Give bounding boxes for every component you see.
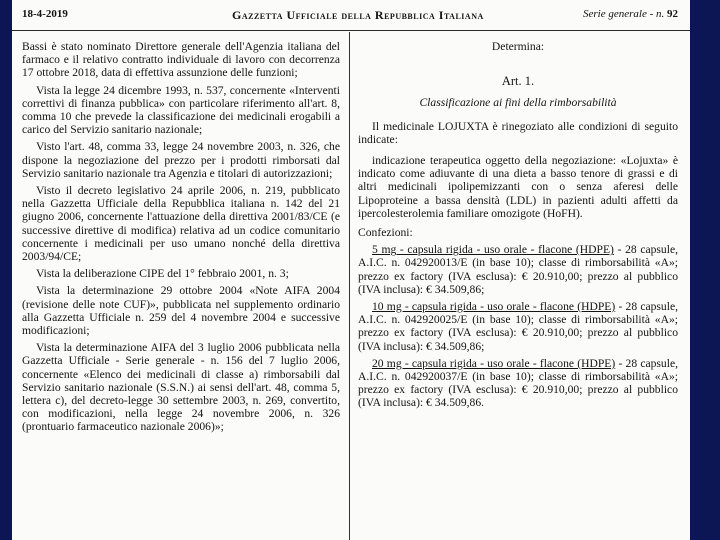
product-entry bbox=[358, 300, 678, 353]
left-column bbox=[22, 40, 340, 438]
paragraph: Visto l'art. 48, comma 33, legge 24 novembre 2003, n. 326, che dispone la negoziazione del prezzo per i prodotti rimborsati dal Servizio sanitario nazionale tra Agenzia e titolari di autorizzazioni; bbox=[22, 140, 340, 180]
issue-number: 92 bbox=[667, 8, 678, 20]
article-subtitle: Classificazione ai fini della rimborsabilità bbox=[419, 96, 617, 110]
product-details: - 28 capsule, A.I.C. n. 042920013/E (in base 10); classe di rimborsabilità «A»; prezzo ex factory (IVA esclusa): € 20.910,00; prezzo al pubblico (IVA inclusa): € 34.509,86; bbox=[358, 243, 678, 296]
product-details: - 28 capsule, A.I.C. n. 042920037/E (in base 10); classe di rimborsabilità «A»; prezzo ex factory (IVA esclusa): € 20.910,00; prezzo al pubblico (IVA inclusa): € 34.509,86. bbox=[358, 356, 678, 410]
paragraph: Vista la determinazione 29 ottobre 2004 «Note AIFA 2004 (revisione delle note CUF)», pubblicata nel supplemento ordinario alla Gazzetta Ufficiale n. 259 del 4 novembre 2004 e successive modificazioni; bbox=[22, 284, 340, 338]
paragraph: Bassi è stato nominato Direttore generale dell'Agenzia italiana del farmaco e il relativo contratto individuale di lavoro con decorrenza 17 ottobre 2018, data di effettiva assunzione delle funzioni; bbox=[22, 40, 340, 80]
determina-heading: Determina: bbox=[491, 40, 545, 53]
product-name: 20 mg - capsula rigida - uso orale - flacone (HDPE) bbox=[372, 356, 616, 370]
paragraph: Visto il decreto legislativo 24 aprile 2006, n. 219, pubblicato nella Gazzetta Ufficiale della Repubblica italiana n. 142 del 21 giugno 2006, concernente l'attuazione della direttiva 2001/83/CE (e successive direttive di modifica) relativa ad un codice comunitario concernente i medicinali per uso umano nonché della direttiva 2003/94/CE; bbox=[22, 184, 340, 264]
indication-paragraph: indicazione terapeutica oggetto della negoziazione: «Lojuxta» è indicato come adiuvante di una dieta a basso tenore di grassi e di altri medicinali ipolipemizzanti con o senza aferesi delle Lipoproteine a bassa densità (LDL) in pazienti adulti affetti da ipercolesterolemia familiare omozigote (HoFH). bbox=[358, 154, 678, 220]
product-entry bbox=[358, 357, 678, 410]
product-name: 5 mg - capsula rigida - uso orale - flacone (HDPE) bbox=[372, 243, 614, 257]
product-details: - 28 capsule, A.I.C. n. 042920025/E (in base 10); classe di rimborsabilità «A»; prezzo ex factory (IVA esclusa): € 20.910,00; prezzo al pubblico (IVA inclusa): € 34.509,86; bbox=[358, 300, 678, 353]
column-divider bbox=[349, 32, 350, 540]
paragraph: Vista la legge 24 dicembre 1993, n. 537, concernente «Interventi correttivi di finanza pubblica» con particolare riferimento all'art. 8, comma 10 che prevede la classificazione dei medicinali erogabili a carico del Servizio sanitario nazionale; bbox=[22, 83, 340, 137]
gazette-page bbox=[12, 0, 690, 540]
article-title: Art. 1. bbox=[501, 74, 535, 89]
paragraph: Vista la deliberazione CIPE del 1° febbraio 2001, n. 3; bbox=[36, 267, 289, 281]
header-date: 18-4-2019 bbox=[22, 8, 68, 20]
paragraph: Vista la determinazione AIFA del 3 luglio 2006 pubblicata nella Gazzetta Ufficiale - Serie generale - n. 156 del 7 luglio 2006, concernente «Elenco dei medicinali di classe a) rimborsabili dal Servizio sanitario nazionale (S.S.N.) ai sensi dell'art. 48, comma 5, lettera c), del decreto-legge 30 settembre 2003, n. 269, convertito, con modificazioni, nella legge 24 novembre 2006, n. 326 (prontuario farmaceutico nazionale 2006)»; bbox=[22, 341, 340, 434]
series-label: Serie generale - n. bbox=[583, 8, 665, 20]
intro-paragraph: Il medicinale LOJUXTA è rinegoziato alle condizioni di seguito indicate: bbox=[358, 119, 678, 146]
page-header bbox=[12, 0, 690, 31]
header-series bbox=[583, 8, 678, 20]
packages-label: Confezioni: bbox=[358, 226, 413, 240]
header-publication: Gazzetta Ufficiale della Repubblica Italiana bbox=[232, 8, 484, 22]
product-name: 10 mg - capsula rigida - uso orale - flacone (HDPE) bbox=[372, 300, 616, 314]
right-column bbox=[358, 40, 678, 414]
product-entry bbox=[358, 243, 678, 296]
